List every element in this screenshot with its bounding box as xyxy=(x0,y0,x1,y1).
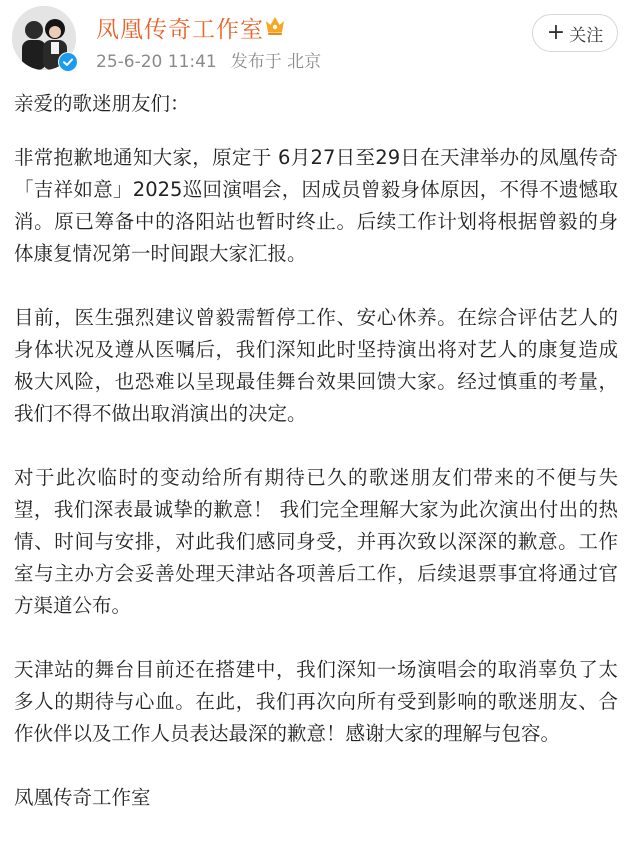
post-paragraph-1: 非常抱歉地通知大家，原定于 6月27日至29日在天津举办的凤凰传奇「吉祥如意」2025巡回演唱会，因成员曾毅身体原因，不得不遗憾取消。原已筹备中的洛阳站也暂时终止。后续工作计划将根据曾毅的身体康复情况第一时间跟大家汇报。 xyxy=(14,146,618,265)
post-signature: 凤凰传奇工作室 xyxy=(14,786,151,809)
account-name[interactable]: 凤凰传奇工作室 xyxy=(96,17,264,43)
verified-icon xyxy=(58,52,78,72)
post-content xyxy=(14,88,618,814)
post-greeting: 亲爱的歌迷朋友们： xyxy=(14,92,190,115)
follow-button[interactable] xyxy=(532,14,618,52)
plus-icon: + xyxy=(546,20,566,45)
post-header xyxy=(0,0,640,80)
crown-icon xyxy=(263,13,287,37)
post-paragraph-2: 目前，医生强烈建议曾毅需暂停工作、安心休养。在综合评估艺人的身体状况及遵从医嘱后，我们深知此时坚持演出将对艺人的康复造成极大风险，也恐难以呈现最佳舞台效果回馈大家。经过慎重的考量，我们不得不做出取消演出的决定。 xyxy=(14,306,618,425)
post-location: 发布于 北京 xyxy=(230,52,322,72)
post-date: 25-6-20 11:41 xyxy=(96,52,217,72)
post-meta xyxy=(96,47,335,72)
follow-label: 关注 xyxy=(569,25,604,46)
post-paragraph-3: 对于此次临时的变动给所有期待已久的歌迷朋友们带来的不便与失望，我们深表最诚挚的歉意！ 我们完全理解大家为此次演出付出的热情、时间与安排，对此我们感同身受，并再次致以深深的歉意。工作室与主办方会妥善处理天津站各项善后工作，后续退票事宜将通过官方渠道公布。 xyxy=(14,466,618,617)
post-paragraph-4: 天津站的舞台目前还在搭建中，我们深知一场演唱会的取消辜负了太多人的期待与心血。在此，我们再次向所有受到影响的歌迷朋友、合作伙伴以及工作人员表达最深的歉意！感谢大家的理解与包容。 xyxy=(14,658,618,745)
